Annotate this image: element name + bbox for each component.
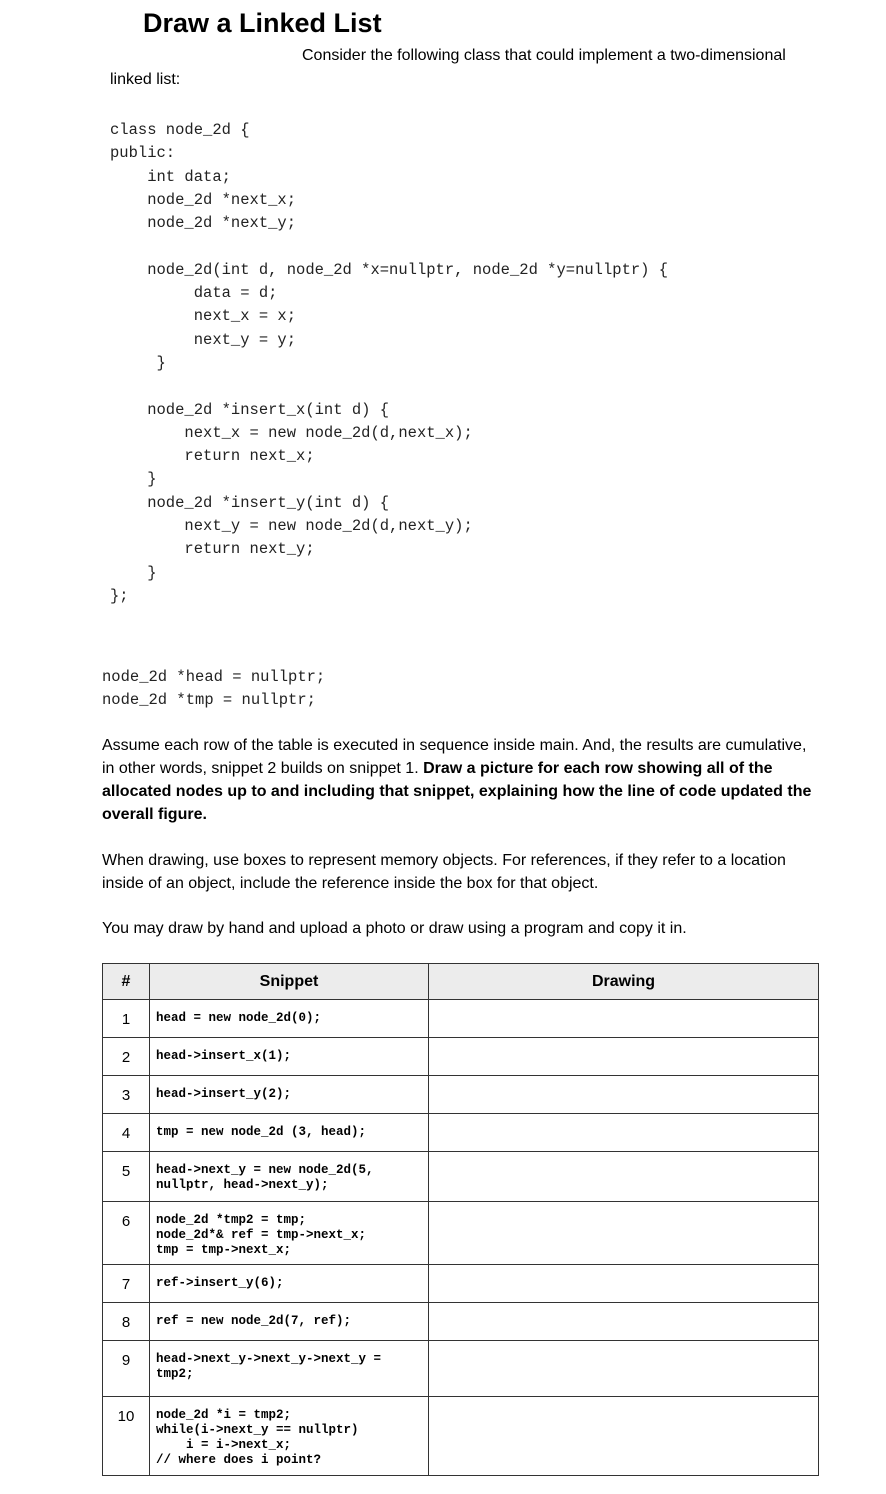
code-line: next_y = y; <box>110 330 297 349</box>
row-drawing-cell[interactable] <box>429 1076 819 1114</box>
code-line <box>110 235 668 258</box>
code-line: data = d; <box>110 284 278 303</box>
row-drawing-cell[interactable] <box>429 1397 819 1476</box>
code-line: node_2d *insert_x(int d) { <box>110 400 390 419</box>
table-row <box>103 1038 819 1076</box>
row-number: 9 <box>103 1341 150 1397</box>
row-number: 6 <box>103 1202 150 1265</box>
table-row <box>103 1000 819 1038</box>
row-snippet: head->insert_x(1); <box>150 1038 429 1076</box>
code-line: node_2d *head = nullptr; <box>102 668 326 686</box>
row-drawing-cell[interactable] <box>429 1114 819 1152</box>
row-number: 3 <box>103 1076 150 1114</box>
instructions-paragraph <box>102 734 822 826</box>
page-title: Draw a Linked List <box>143 8 382 38</box>
code-line: } <box>110 470 157 489</box>
row-snippet: head->insert_y(2); <box>150 1076 429 1114</box>
code-line <box>110 375 668 398</box>
row-number: 5 <box>103 1152 150 1202</box>
row-number: 7 <box>103 1265 150 1303</box>
code-line: node_2d(int d, node_2d *x=nullptr, node_2d *y=nullptr) { <box>110 260 669 279</box>
code-line: node_2d *next_x; <box>110 190 297 209</box>
code-line: next_x = x; <box>110 307 297 326</box>
row-snippet: head->next_y = new node_2d(5, nullptr, head->next_y); <box>150 1152 429 1202</box>
code-line: node_2d *insert_y(int d) { <box>110 493 390 512</box>
row-number: 4 <box>103 1114 150 1152</box>
intro-text-line1: Consider the following class that could implement a two-dimensional <box>302 47 786 64</box>
table-row <box>103 1397 819 1476</box>
code-line: node_2d *tmp = nullptr; <box>102 691 316 709</box>
code-line: next_x = new node_2d(d,next_x); <box>110 423 473 442</box>
table-row <box>103 1202 819 1265</box>
row-number: 10 <box>103 1397 150 1476</box>
table-row <box>103 1076 819 1114</box>
header-drawing: Drawing <box>429 964 819 1000</box>
row-drawing-cell[interactable] <box>429 1038 819 1076</box>
row-drawing-cell[interactable] <box>429 1152 819 1202</box>
table-row <box>103 1114 819 1152</box>
table-header-row <box>103 964 819 1000</box>
table-row <box>103 1341 819 1397</box>
table-row <box>103 1152 819 1202</box>
intro-text-line2: linked list: <box>110 71 181 88</box>
row-drawing-cell[interactable] <box>429 1341 819 1397</box>
class-code-block <box>110 119 668 608</box>
row-drawing-cell[interactable] <box>429 1000 819 1038</box>
code-line: public: <box>110 144 176 163</box>
header-number: # <box>103 964 150 1000</box>
row-drawing-cell[interactable] <box>429 1265 819 1303</box>
drawing-guidelines-paragraph: When drawing, use boxes to represent memory objects. For references, if they refer to a location inside of an object, include the reference inside the box for that object. <box>102 852 786 892</box>
globals-code-block <box>102 666 325 712</box>
code-line: }; <box>110 586 129 605</box>
code-line: } <box>110 353 166 372</box>
row-number: 8 <box>103 1303 150 1341</box>
snippet-table <box>102 963 819 1476</box>
instructions-bold-text: Draw a picture for each row showing all of the allocated nodes up to and including that snippet, explaining how the line of code updated the overall figure. <box>102 760 812 823</box>
table-row <box>103 1265 819 1303</box>
row-number: 1 <box>103 1000 150 1038</box>
code-line: int data; <box>110 167 231 186</box>
row-snippet: node_2d *tmp2 = tmp; node_2d*& ref = tmp->next_x; tmp = tmp->next_x; <box>150 1202 429 1265</box>
row-drawing-cell[interactable] <box>429 1202 819 1265</box>
instructions-text: Assume each row of the table is executed in sequence inside main. And, the results are cumulative, in other words, snippet 2 builds on snippet 1. <box>102 737 807 777</box>
row-snippet: tmp = new node_2d (3, head); <box>150 1114 429 1152</box>
header-snippet: Snippet <box>150 964 429 1000</box>
code-line: } <box>110 563 157 582</box>
row-number: 2 <box>103 1038 150 1076</box>
code-line: next_y = new node_2d(d,next_y); <box>110 517 473 536</box>
code-line: return next_x; <box>110 447 315 466</box>
code-line: node_2d *next_y; <box>110 214 297 233</box>
code-line: class node_2d { <box>110 121 250 139</box>
table-row <box>103 1303 819 1341</box>
row-snippet: node_2d *i = tmp2; while(i->next_y == nullptr) i = i->next_x; // where does i point? <box>150 1397 429 1476</box>
upload-note-paragraph: You may draw by hand and upload a photo or draw using a program and copy it in. <box>102 920 687 937</box>
row-snippet: head->next_y->next_y->next_y = tmp2; <box>150 1341 429 1397</box>
row-snippet: head = new node_2d(0); <box>150 1000 429 1038</box>
row-snippet: ref->insert_y(6); <box>150 1265 429 1303</box>
code-line: return next_y; <box>110 540 315 559</box>
row-snippet: ref = new node_2d(7, ref); <box>150 1303 429 1341</box>
row-drawing-cell[interactable] <box>429 1303 819 1341</box>
